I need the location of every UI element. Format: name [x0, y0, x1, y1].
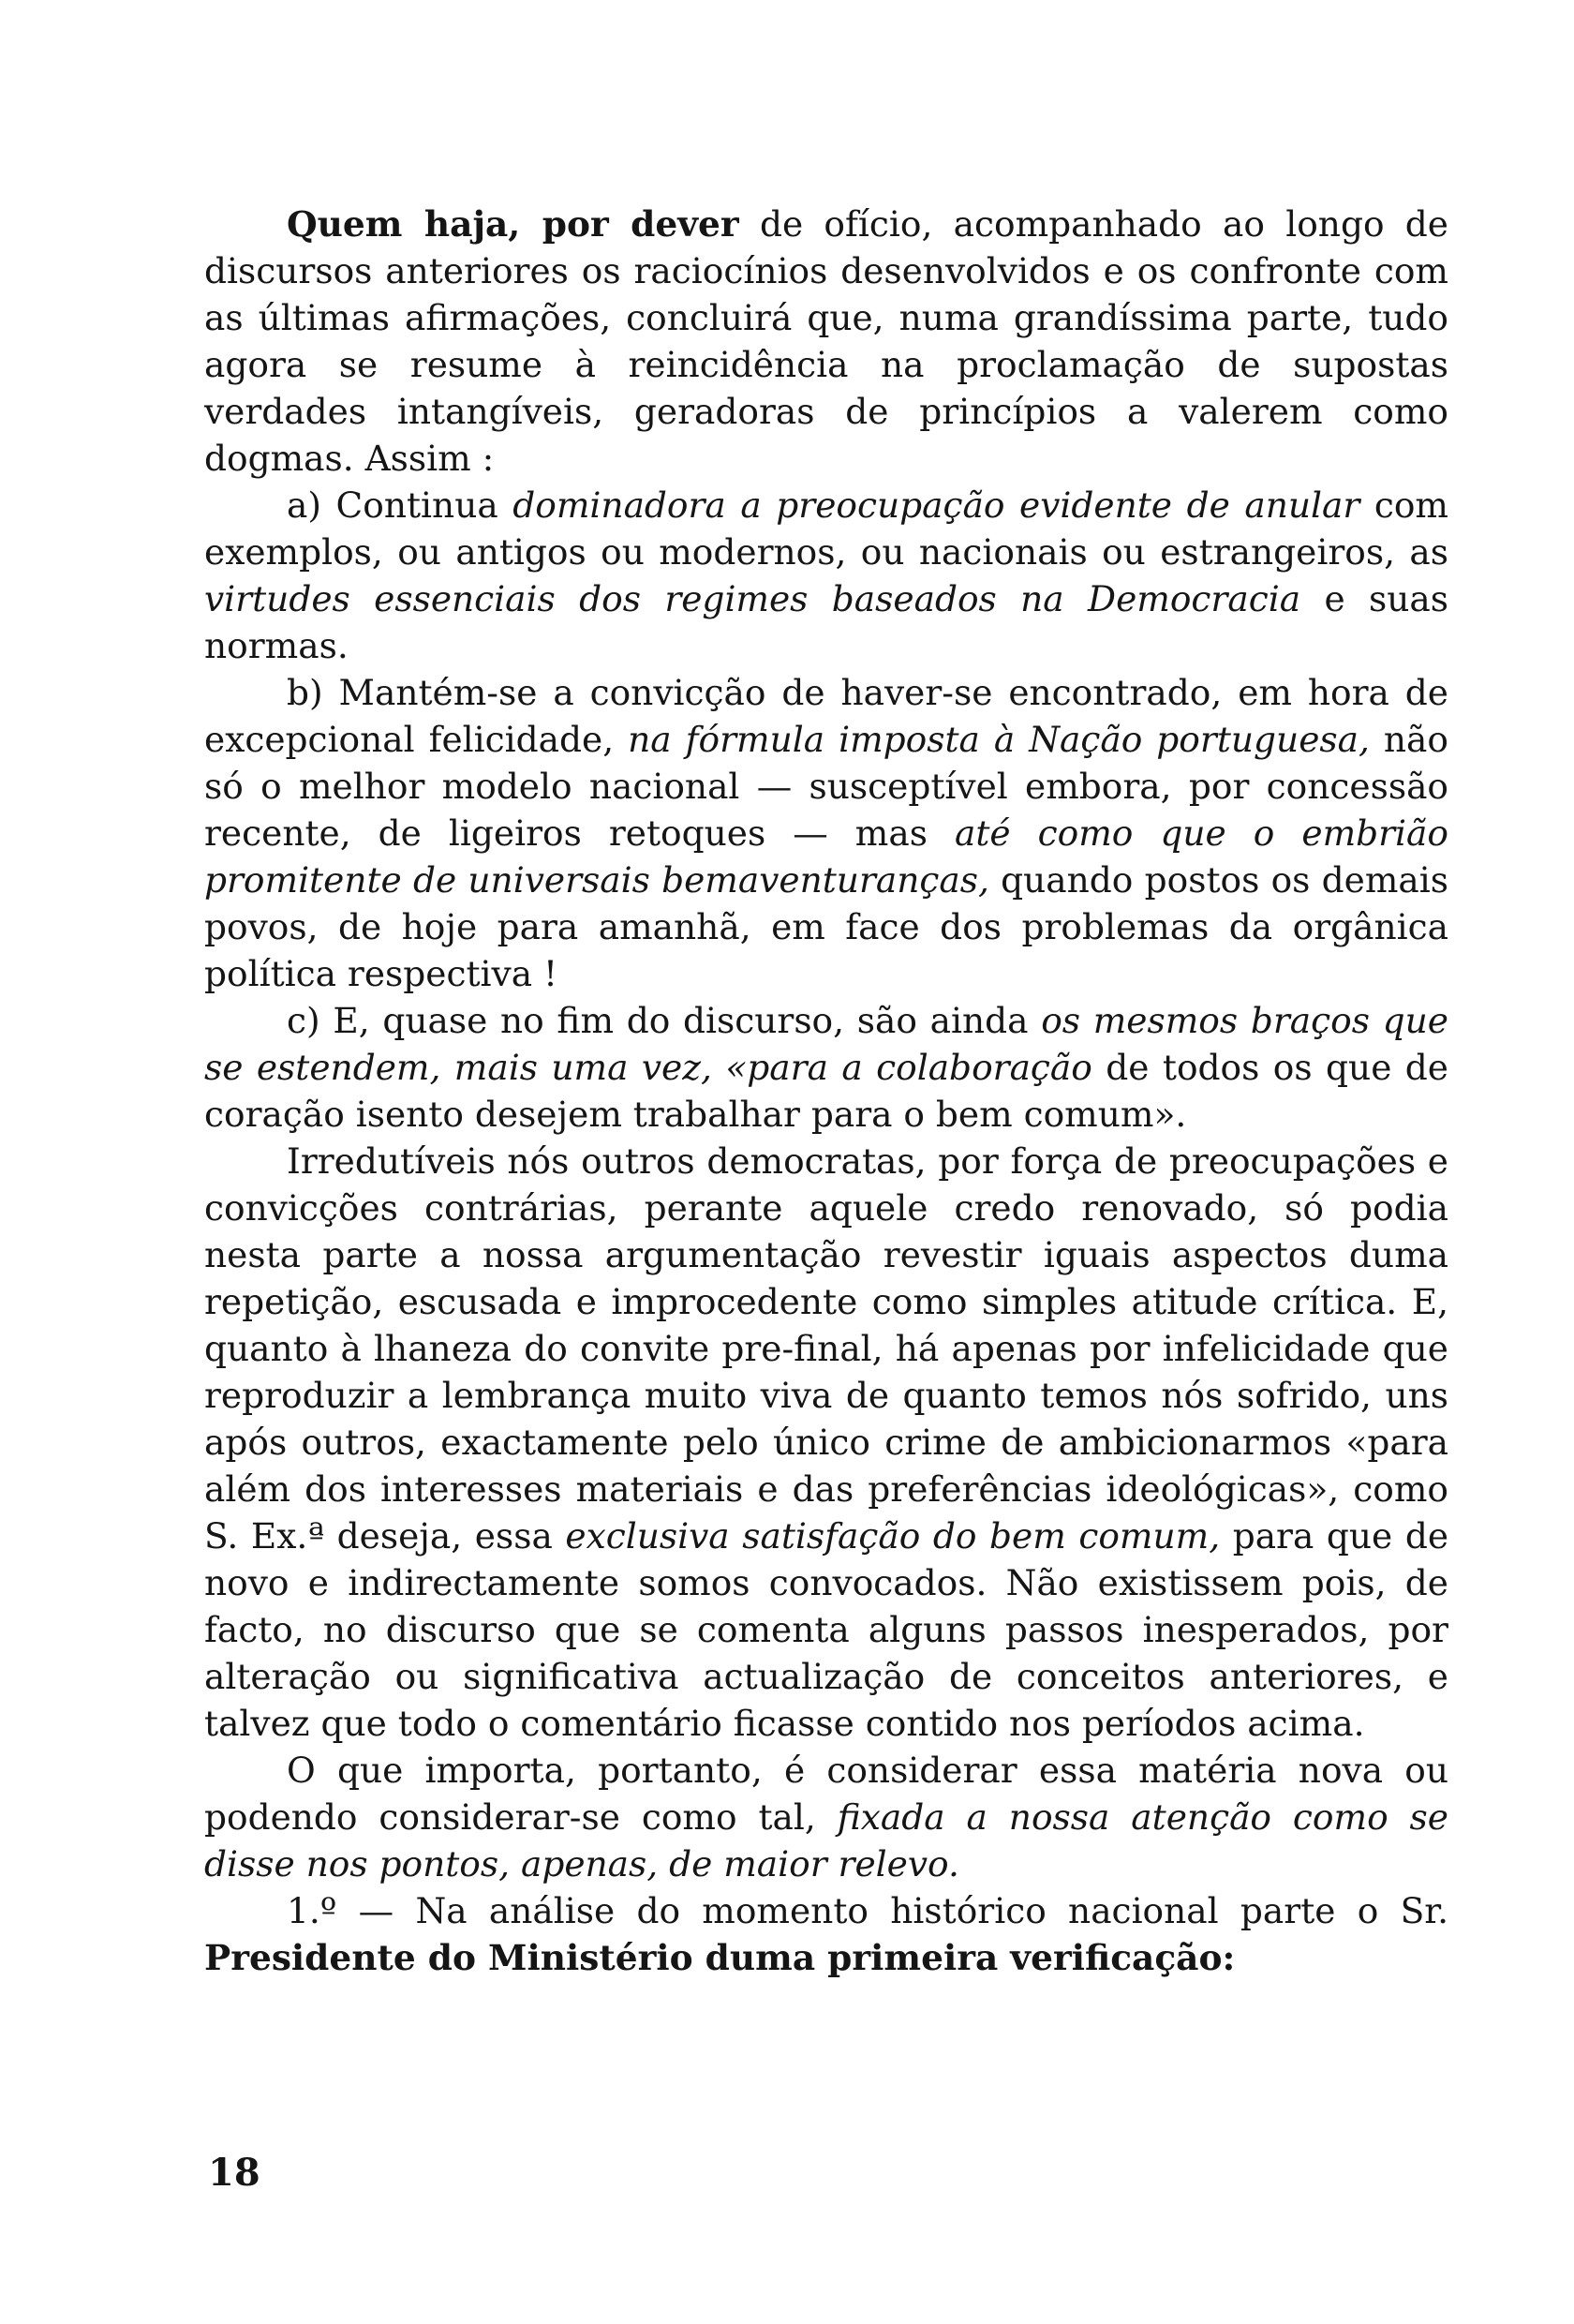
italic-text-run: fixada a nossa atenção como se disse nos pontos, apenas, de maior relevo.: [204, 1796, 1448, 1885]
text-run: a) Continua: [287, 484, 513, 526]
italic-text-run: dominadora a preocupação evidente de anular: [512, 484, 1360, 526]
paragraph: [204, 201, 1448, 482]
page-body-text: [204, 201, 1448, 1981]
text-run: b) Mantém-se a convicção de haver-se encontrado, em hora de excepcional felicidade,: [204, 672, 1448, 760]
italic-text-run: os mesmos braços que se estendem, mais uma vez, «para a colaboração: [204, 1000, 1448, 1088]
paragraph: [204, 669, 1448, 997]
italic-text-run: até como que o embrião promitente de universais bemaventuranças,: [204, 812, 1448, 901]
text-run: de ofício, acompanhado ao longo de discursos anteriores os raciocínios desenvolvidos e os confronte com as últimas afirmações, concluirá que, numa grandíssima parte, tudo agora se resume à reincidência na proclamação de supostas verdades intangíveis, geradoras de princípios a valerem como dogmas. Assim :: [204, 203, 1449, 479]
paragraph: [204, 1747, 1448, 1887]
text-run: 1.º — Na análise do momento histórico nacional parte o Sr.: [287, 1890, 1448, 1931]
text-run: O que importa, portanto, é considerar essa matéria nova ou podendo considerar-se como tal,: [204, 1750, 1448, 1838]
text-run: para que de novo e indirectamente somos convocados. Não existissem pois, de facto, no discurso que se comenta alguns passos inesperados, por alteração ou significativa actualização de conceitos anteriores, e talvez que todo o comentário ficasse contido nos períodos acima.: [204, 1515, 1449, 1744]
italic-text-run: na fórmula imposta à Nação portuguesa,: [628, 719, 1370, 760]
paragraph: [204, 1138, 1448, 1747]
page-number: 18: [208, 2151, 260, 2195]
text-run: Irredutíveis nós outros democratas, por força de preocupações e convicções contrárias, perante aquele credo renovado, só podia nesta parte a nossa argumentação revestir iguais aspectos duma repetição, escusada e improcedente como simples atitude crítica. E, quanto à lhaneza do convite pre-final, há apenas por infelicidade que reproduzir a lembrança muito viva de quanto temos nós sofrido, uns após outros, exactamente pelo único crime de ambicionarmos «para além dos interesses materiais e das preferências ideológicas», como S. Ex.ª deseja, essa: [204, 1140, 1448, 1557]
text-run: não só o melhor modelo nacional — susceptível embora, por concessão recente, de ligeiros retoques — mas: [204, 719, 1448, 854]
text-run: c) E, quase no fim do discurso, são ainda: [287, 1000, 1042, 1041]
text-run: e suas normas.: [204, 578, 1449, 666]
paragraph: [204, 482, 1448, 669]
text-run: com exemplos, ou antigos ou modernos, ou nacionais ou estrangeiros, as: [204, 484, 1448, 573]
italic-text-run: virtudes essenciais dos regimes baseados na Democracia: [204, 578, 1301, 619]
text-run: de todos os que de coração isento desejem trabalhar para o bem comum».: [204, 1047, 1448, 1135]
bold-text-run: Presidente do Ministério duma primeira verificação:: [204, 1937, 1236, 1978]
paragraph: [204, 997, 1448, 1138]
bold-text-run: Quem haja, por dever: [287, 203, 739, 245]
paragraph: [204, 1887, 1448, 1981]
text-run: quando postos os demais povos, de hoje para amanhã, em face dos problemas da orgânica política respectiva !: [204, 859, 1448, 994]
italic-text-run: exclusiva satisfação do bem comum,: [565, 1515, 1221, 1557]
